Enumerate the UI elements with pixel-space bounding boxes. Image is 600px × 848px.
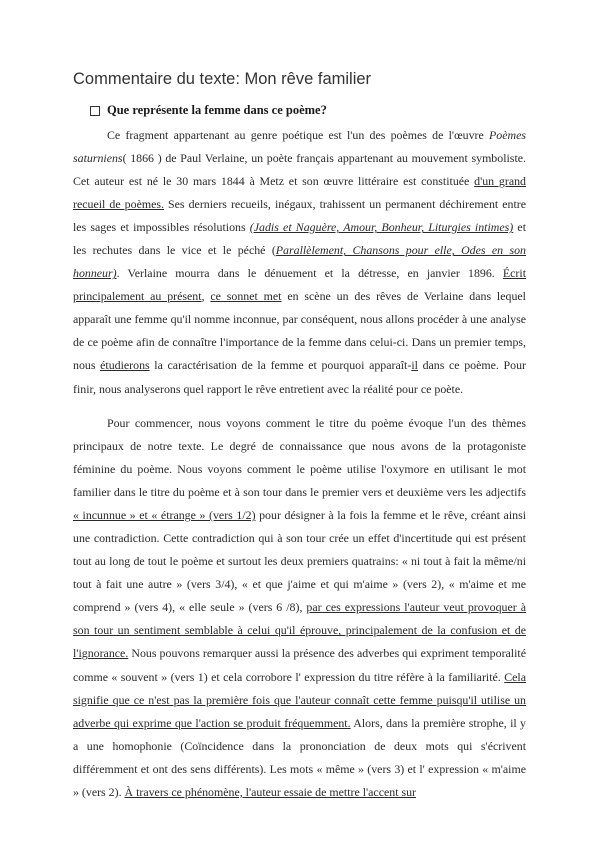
text-run: Ses derniers recueils, inégaux, trahissent un permanent déchirement entre les sages et impossibles résolutions <box>73 197 527 235</box>
text-run: Alors, dans la première strophe, il y a une homophonie (Coïncidence dans la prononciation de deux mots qui s'écrivent différemment et ont des sens différents). Les mots « même » (vers 3) et l' expression « m'aime » (vers 2). <box>73 715 526 799</box>
underlined-text: À travers ce phénomène, l'auteur essaie de mettre l'accent sur <box>124 784 417 799</box>
text-run: la caractérisation de la femme et pourquoi apparaît- <box>149 358 412 373</box>
text-run: , <box>201 289 211 304</box>
underlined-text: il <box>411 358 418 373</box>
underlined-text: par ces expressions l'auteur veut provoquer à son tour un sentiment semblable à celui qu'il éprouve, principalement de la confusion et de l'ignorance. <box>73 600 526 661</box>
section-heading-text: Que représente la femme dans ce poème? <box>107 103 327 117</box>
text-run: dans ce poème. Pour finir, nous analyserons quel rapport le rêve entretient avec la réalité pour ce poète. <box>73 358 527 396</box>
underlined-text: Écrit principalement au présent <box>73 266 526 304</box>
text-run: Nous pouvons remarquer aussi la présence des adverbes qui expriment temporalité comme « souvent » (vers 1) et cela corrobore l' expression du titre réfère à la familiarité. <box>73 646 526 684</box>
section-heading <box>90 103 327 118</box>
underlined-text: étudierons <box>100 358 150 373</box>
paragraph-development <box>73 412 526 804</box>
work-title-italic: Poèmes saturniens <box>73 128 526 166</box>
paragraph-introduction <box>73 124 526 401</box>
text-run: ( 1866 ) de Paul Verlaine, un poète français appartenant au mouvement symboliste. Cet auteur est né le 30 mars 1844 à Metz et son œuvre littéraire est constituée <box>73 151 526 189</box>
text-run: pour désigner à la fois la femme et le rêve, créant ainsi une contradiction. Cette contradiction qui à son tour crée un effet d'incertitude qui est présent tout au long de tout le poème et surtout les deux premiers quatrains: « ni tout à fait la même/ni tout à fait une autre » (vers 3/4), « et que j'aime et qui m'aime » (vers 2), « m'aime et me comprend » (vers 4), « elle seule » (vers 6 /8), <box>73 508 526 615</box>
text-run: Pour commencer, nous voyons comment le titre du poème évoque l'un des thèmes principaux de notre texte. Le degré de connaissance que nous avons de la protagoniste féminine du poème. Nous voyons comment le poème utilise l'oxymore en utilisant le mot familier dans le titre du poème et à son tour dans le premier vers et deuxième vers les adjectifs <box>73 416 526 500</box>
underlined-italic-text: Parallèlement, Chansons pour elle, Odes en son honneur) <box>73 243 526 281</box>
checkbox-bullet-icon <box>90 106 100 116</box>
text-run: et les rechutes dans le vice et le péché ( <box>73 220 526 258</box>
underlined-italic-text: (Jadis et Naguère, Amour, Bonheur, Liturgies intimes) <box>249 220 514 235</box>
underlined-text: d'un grand recueil de poèmes. <box>73 174 526 212</box>
text-run: en scène un des rêves de Verlaine dans lequel apparaît une femme qu'il nomme inconnue, par conséquent, nous allons procéder à une analyse de ce poème afin de connaître l'importance de la femme dans celui-ci. Dans un premier temps, nous <box>73 289 526 373</box>
underlined-text: « incunnue » et « étrange » (vers 1/2) <box>73 508 256 523</box>
text-run: Ce fragment appartenant au genre poétique est l'un des poèmes de l'œuvre <box>107 128 490 142</box>
underlined-text: ce sonnet met <box>210 289 282 304</box>
underlined-text: Cela signifie que ce n'est pas la première fois que l'auteur connaît cette femme puisqu'il utilise un adverbe qui exprime que l'action se produit fréquemment. <box>73 669 526 730</box>
document-title: Commentaire du texte: Mon rêve familier <box>73 70 372 88</box>
text-run: . Verlaine mourra dans le dénuement et la détresse, en janvier 1896. <box>116 266 503 281</box>
